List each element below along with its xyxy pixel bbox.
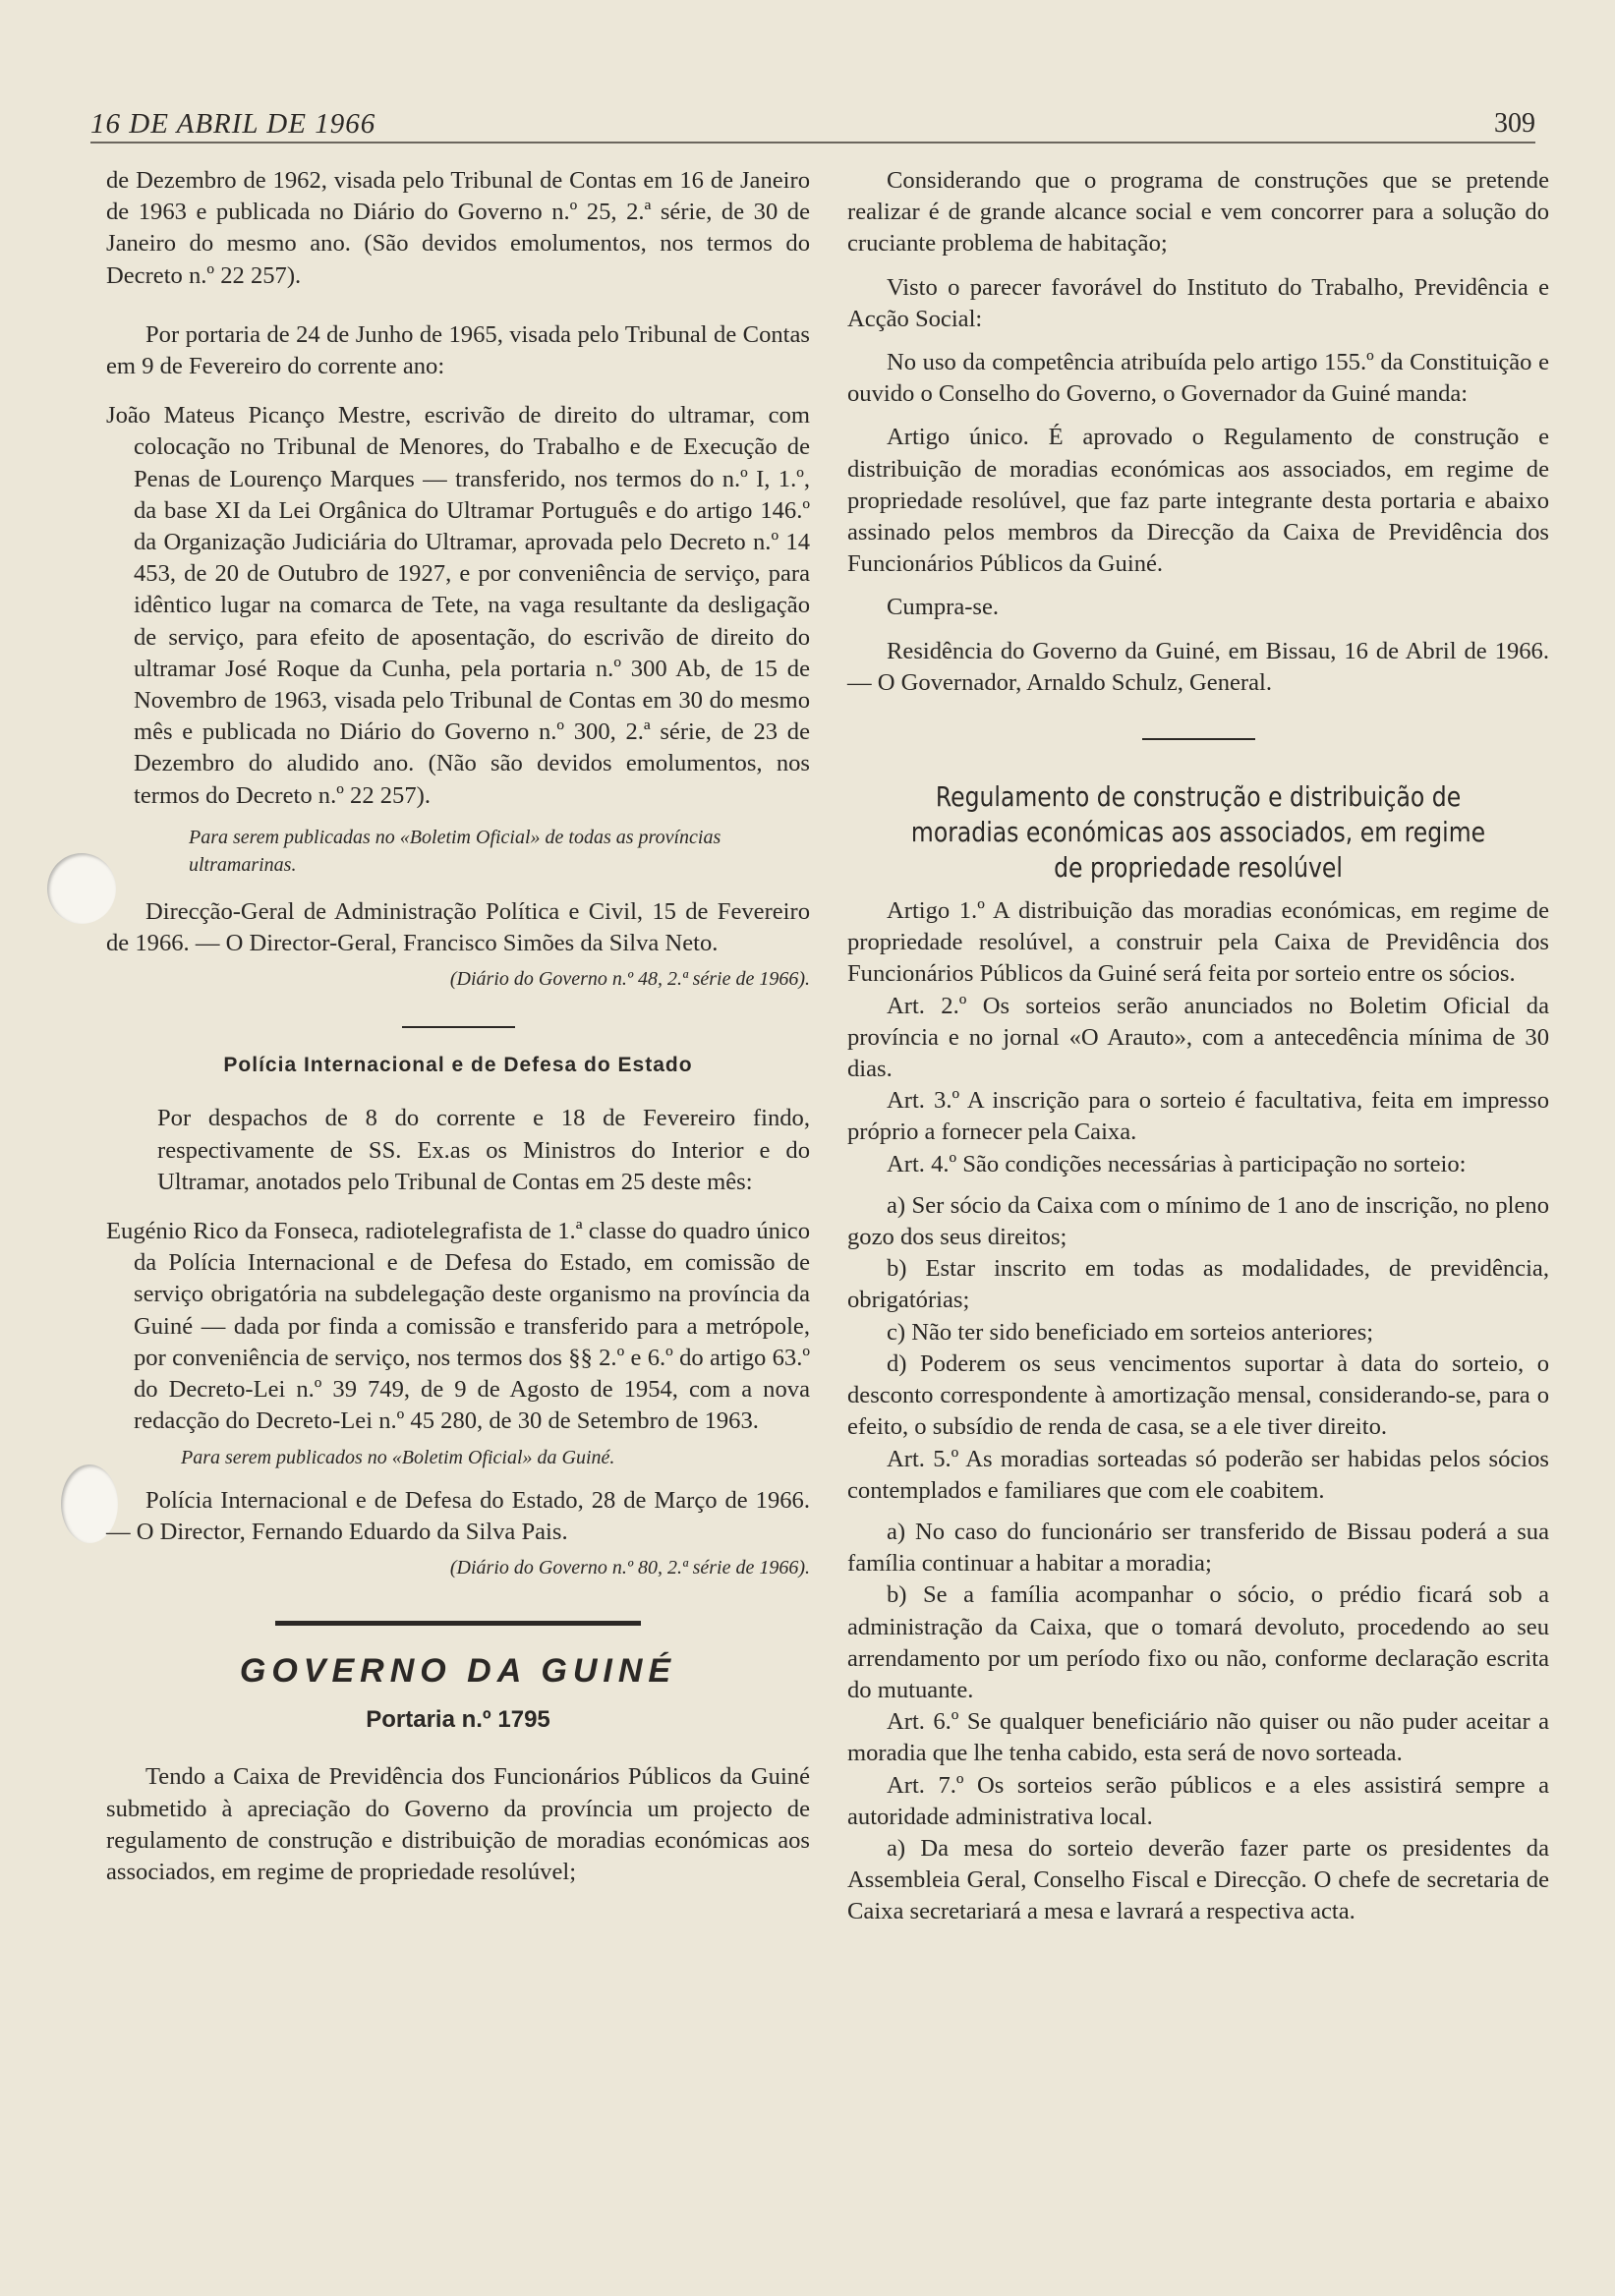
article: Art. 5.º As moradias sorteadas só poderão ser habidas pelos sócios contemplados e familiares que com ele coabitem. bbox=[847, 1445, 1549, 1504]
paragraph: Visto o parecer favorável do Instituto do Trabalho, Previdência e Acção Social: bbox=[847, 273, 1549, 332]
page-number: 309 bbox=[1494, 108, 1535, 139]
article-item: b) Estar inscrito em todas as modalidades, de previdência, obrigatórias; bbox=[847, 1255, 1549, 1314]
article: Art. 6.º Se qualquer beneficiário não quiser ou não puder aceitar a moradia que lhe tenha cabido, esta será de novo sorteada. bbox=[847, 1708, 1549, 1767]
government-title: GOVERNO DA GUINÉ bbox=[239, 1651, 677, 1690]
paragraph: Cumpra-se. bbox=[887, 594, 1000, 621]
article-item: a) Da mesa do sorteio deverão fazer parte os presidentes da Assembleia Geral, Conselho Fiscal e Direcção. O chefe de secretaria de Caixa secretariará a mesa e lavrará a respectiva acta. bbox=[847, 1834, 1549, 1925]
article: Art. 7.º Os sorteios serão públicos e a eles assistirá sempre a autoridade administrativa local. bbox=[847, 1771, 1549, 1830]
publication-note: Para serem publicados no «Boletim Oficial» da Guiné. bbox=[181, 1446, 615, 1468]
article: Art. 3.º A inscrição para o sorteio é facultativa, feita em impresso próprio a fornecer pela Caixa. bbox=[847, 1087, 1549, 1146]
portaria-title: Portaria n.º 1795 bbox=[366, 1706, 550, 1734]
paragraph: João Mateus Picanço Mestre, escrivão de direito do ultramar, com colocação no Tribunal de Menores, do Trabalho e de Execução de Penas de Lourenço Marques — transferido, nos termos do n.º I, 1.º, da base XI da Lei Orgânica do Ultramar Português e do artigo 146.º da Organização Judiciária do Ultramar, aprovada pelo Decreto n.º 14 453, de 20 de Outubro de 1927, e por conveniência de serviço, para idêntico lugar na comarca de Tete, na vaga resultante da desligação de serviço, para efeito de aposentação, do escrivão de direito do ultramar José Roque da Cunha, pela portaria n.º 300 Ab, de 15 de Novembro de 1963, visada pelo Tribunal de Contas em 30 do mesmo mês e publicada no Diário do Governo n.º 300, 2.ª série, de 23 de Dezembro do aludido ano. (Não são devidos emolumentos, nos termos do Decreto n.º 22 257). bbox=[106, 402, 810, 809]
article: Art. 2.º Os sorteios serão anunciados no Boletim Oficial da província e no jornal «O Arauto», com a antecedência mínima de 30 dias. bbox=[847, 992, 1549, 1083]
paragraph: Tendo a Caixa de Previdência dos Funcionários Públicos da Guiné submetido à apreciação do Governo da província um projecto de regulamento de construção e distribuição de moradias económicas aos associados, em regime de propriedade resolúvel; bbox=[106, 1763, 810, 1885]
paragraph: Polícia Internacional e de Defesa do Estado, 28 de Março de 1966. — O Director, Fernando Eduardo da Silva Pais. bbox=[106, 1486, 810, 1545]
article: Art. 4.º São condições necessárias à participação no sorteio: bbox=[887, 1150, 1467, 1177]
right-column bbox=[847, 165, 1549, 1928]
paragraph: Por portaria de 24 de Junho de 1965, visada pelo Tribunal de Contas em 9 de Fevereiro do corrente ano: bbox=[106, 320, 810, 380]
page-header bbox=[90, 102, 1535, 144]
section-title: Polícia Internacional e de Defesa do Estado bbox=[223, 1054, 693, 1077]
article-item: c) Não ter sido beneficiado em sorteios anteriores; bbox=[887, 1318, 1374, 1346]
left-column bbox=[106, 165, 810, 1888]
paragraph: No uso da competência atribuída pelo artigo 155.º da Constituição e ouvido o Conselho do Governo, o Governador da Guiné manda: bbox=[847, 349, 1549, 408]
paragraph: de Dezembro de 1962, visada pelo Tribunal de Contas em 16 de Janeiro de 1963 e publicada no Diário do Governo n.º 25, 2.ª série, de 30 de Janeiro do mesmo ano. (São devidos emolumentos, nos termos do Decreto n.º 22 257). bbox=[106, 167, 810, 289]
article-item: a) No caso do funcionário ser transferido de Bissau poderá a sua família continuar a habitar a moradia; bbox=[847, 1518, 1549, 1578]
regulation-title: Regulamento de construção e distribuição de moradias económicas aos associados, em regime de propriedade resolúvel bbox=[910, 780, 1486, 885]
publication-note: Para serem publicadas no «Boletim Oficial» de todas as províncias ultramarinas. bbox=[189, 826, 721, 876]
paragraph: Artigo único. É aprovado o Regulamento de construção e distribuição de moradias económicas aos associados, em regime de propriedade resolúvel, que faz parte integrante desta portaria e abaixo assinado pelos membros da Direcção da Caixa de Previdência dos Funcionários Públicos da Guiné. bbox=[847, 424, 1549, 578]
citation: (Diário do Governo n.º 48, 2.ª série de 1966). bbox=[449, 968, 810, 991]
paragraph: Considerando que o programa de construções que se pretende realizar é de grande alcance social e vem concorrer para a solução do cruciante problema de habitação; bbox=[847, 167, 1549, 258]
paragraph: Eugénio Rico da Fonseca, radiotelegrafista de 1.ª classe do quadro único da Polícia Internacional e de Defesa do Estado, em comissão de serviço obrigatória na subdelegação deste organismo na província da Guiné — dada por finda a comissão e transferido para a metrópole, por conveniência de serviço, nos termos dos §§ 2.º e 6.º do artigo 63.º do Decreto-Lei n.º 39 749, de 9 de Agosto de 1954, com a nova redacção do Decreto-Lei n.º 45 280, de 30 de Setembro de 1963. bbox=[106, 1218, 810, 1435]
article-item: d) Poderem os seus vencimentos suportar à data do sorteio, o desconto correspondente à amortização mensal, considerando-se, para o efeito, o subsídio de renda de casa, se a ele tiver direito. bbox=[847, 1349, 1549, 1441]
paragraph: Direcção-Geral de Administração Política e Civil, 15 de Fevereiro de 1966. — O Director-Geral, Francisco Simões da Silva Neto. bbox=[106, 897, 810, 957]
header-date: 16 DE ABRIL DE 1966 bbox=[90, 108, 376, 140]
article: Artigo 1.º A distribuição das moradias económicas, em regime de propriedade resolúvel, a construir pela Caixa de Previdência dos Funcionários Públicos da Guiné será feita por sorteio entre os sócios. bbox=[847, 897, 1549, 988]
paragraph: Residência do Governo da Guiné, em Bissau, 16 de Abril de 1966. — O Governador, Arnaldo Schulz, General. bbox=[847, 637, 1549, 696]
article-item: a) Ser sócio da Caixa com o mínimo de 1 ano de inscrição, no pleno gozo dos seus direitos; bbox=[847, 1191, 1549, 1251]
article-item: b) Se a família acompanhar o sócio, o prédio ficará sob a administração da Caixa, que o tomará devoluto, procedendo ao seu arrendamento por um período fixo ou não, conforme declaração escrita do mutuante. bbox=[847, 1581, 1549, 1703]
citation: (Diário do Governo n.º 80, 2.ª série de 1966). bbox=[449, 1556, 810, 1578]
paragraph: Por despachos de 8 do corrente e 18 de Fevereiro findo, respectivamente de SS. Ex.as os Ministros do Interior e do Ultramar, anotados pelo Tribunal de Contas em 25 deste mês: bbox=[157, 1105, 810, 1195]
